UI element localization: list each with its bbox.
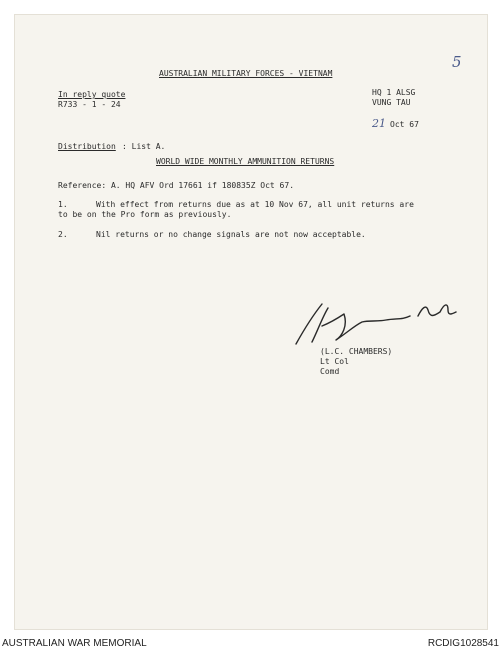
para1-number: 1.: [58, 200, 68, 209]
reply-label: In reply quote: [58, 90, 126, 99]
para2-number: 2.: [58, 230, 68, 239]
hq-line-2: VUNG TAU: [372, 98, 411, 107]
header-title: AUSTRALIAN MILITARY FORCES - VIETNAM: [159, 69, 333, 78]
date-day: 21: [372, 117, 386, 130]
footer-institution: AUSTRALIAN WAR MEMORIAL: [2, 638, 147, 649]
signer-rank: Lt Col: [320, 357, 349, 366]
distribution-label: Distribution: [58, 142, 116, 151]
para2-text: Nil returns or no change signals are not now acceptable.: [96, 230, 366, 239]
para1-line2: to be on the Pro form as previously.: [58, 210, 232, 219]
date-month-year: Oct 67: [390, 120, 419, 129]
signer-name: (L.C. CHAMBERS): [320, 347, 393, 356]
distribution-value: : List A.: [122, 142, 166, 151]
reply-reference: R733 - 1 - 24: [58, 100, 121, 109]
reference-line: Reference: A. HQ AFV Ord 17661 if 180835Z Oct 67.: [58, 181, 295, 190]
folio-mark: 5: [452, 53, 462, 71]
para1-line1: With effect from returns due as at 10 Nov 67, all unit returns are: [96, 200, 414, 209]
footer-record-id: RCDIG1028541: [427, 638, 499, 649]
signature: [292, 296, 462, 348]
hq-line-1: HQ 1 ALSG: [372, 88, 416, 97]
subject-heading: WORLD WIDE MONTHLY AMMUNITION RETURNS: [156, 157, 335, 166]
signer-role: Comd: [320, 367, 340, 376]
